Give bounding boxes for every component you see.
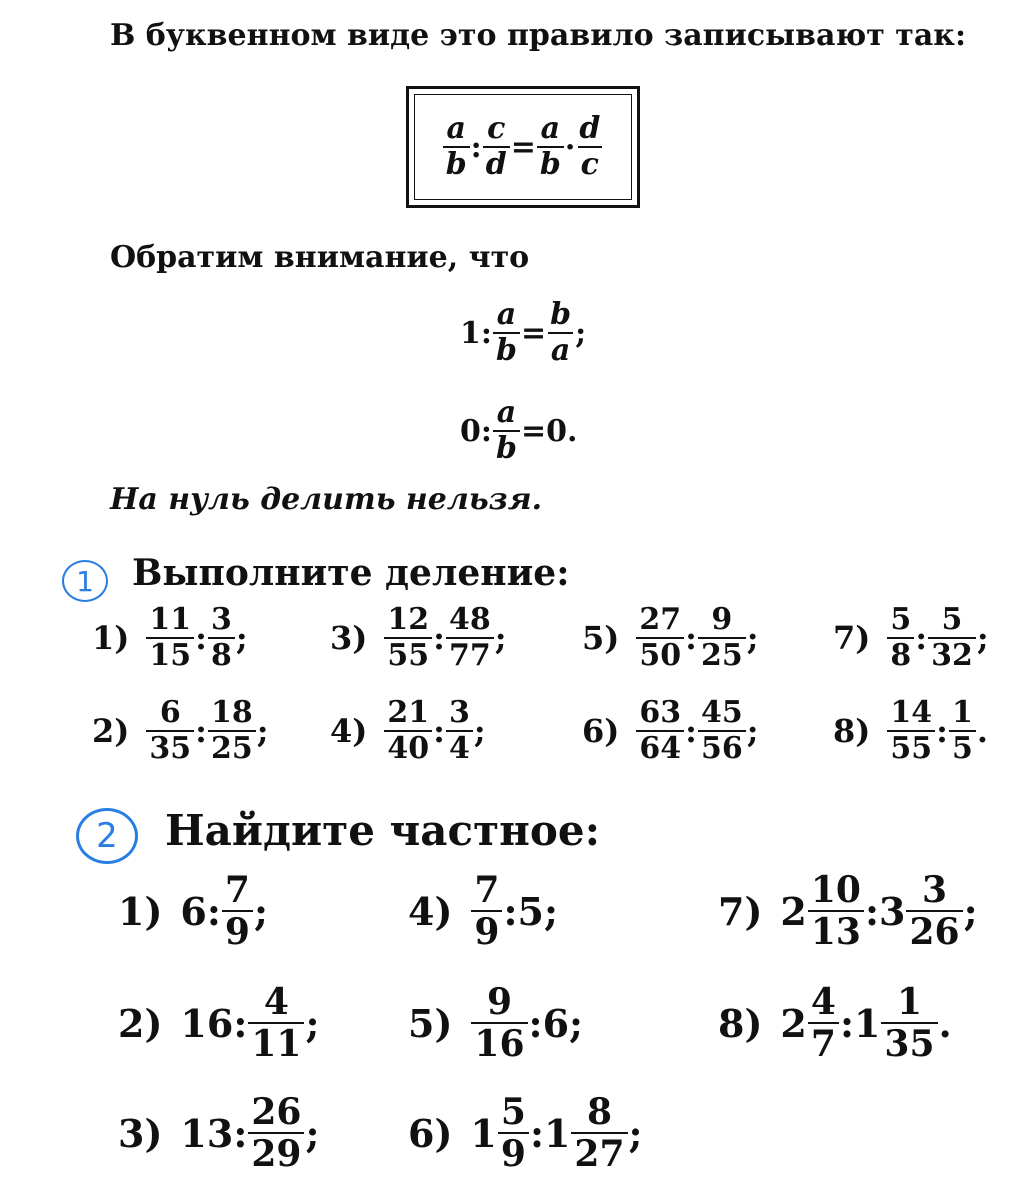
numerator: 4 [263, 981, 289, 1023]
numerator: d [579, 111, 601, 146]
numerator: 5 [500, 1091, 526, 1133]
numerator: 5 [941, 602, 963, 637]
exercise-item [408, 869, 558, 953]
numerator: 3 [921, 869, 948, 911]
exercise-item [330, 602, 507, 673]
numerator: 1 [951, 695, 973, 730]
whole-part: 1 [543, 1110, 571, 1156]
fraction [498, 1091, 529, 1175]
numerator: 63 [639, 695, 682, 730]
exercise-item [118, 1091, 320, 1175]
denominator: 7 [808, 1022, 839, 1062]
denominator: 27 [571, 1132, 627, 1172]
fraction [471, 869, 502, 953]
intro-text: В буквенном виде это правило записывают так: [110, 18, 967, 53]
denominator: 9 [498, 1132, 529, 1172]
numerator: 10 [810, 869, 861, 911]
fraction [248, 981, 304, 1065]
fraction [471, 981, 527, 1065]
denominator: 40 [384, 730, 432, 764]
exercise-label: 4) [330, 712, 368, 750]
divide-sign: : [195, 712, 207, 750]
numerator: 14 [890, 695, 933, 730]
exercise-item [92, 695, 269, 766]
divide-sign: : [233, 1000, 248, 1046]
numerator: 27 [639, 602, 682, 637]
exercise-label: 8) [718, 1000, 763, 1046]
exercise-label: 7) [833, 619, 871, 657]
exercise-label: 5) [582, 619, 620, 657]
denominator: 5 [949, 730, 976, 764]
exercise-item [718, 869, 978, 953]
task-number-badge: 2 [76, 808, 138, 864]
terminator: ; [305, 1000, 320, 1046]
divide-sign: : [839, 1000, 854, 1046]
exercise-item [118, 981, 320, 1065]
lead: 0: [460, 413, 492, 449]
exercise-label: 6) [582, 712, 620, 750]
task2-title: Найдите частное: [165, 806, 601, 855]
denominator: 29 [248, 1132, 304, 1172]
whole-part: 6 [180, 888, 207, 934]
exercise-label: 6) [408, 1110, 453, 1156]
terminator: ; [543, 888, 558, 934]
rule-formula [414, 94, 632, 200]
numerator: 3 [210, 602, 232, 637]
tail: =0. [520, 413, 578, 449]
terminator: . [938, 1000, 952, 1046]
fraction [808, 869, 864, 953]
divide-sign: : [503, 888, 518, 934]
fraction [887, 602, 914, 673]
denominator: b [493, 332, 520, 366]
denominator: 9 [222, 910, 253, 950]
fraction [636, 602, 684, 673]
fraction [493, 395, 520, 466]
denominator: c [578, 146, 602, 180]
terminator: ; [305, 1110, 320, 1156]
numerator: 18 [210, 695, 253, 730]
fraction [384, 602, 432, 673]
fraction [446, 602, 494, 673]
divide-sign: : [529, 1110, 544, 1156]
fraction [208, 695, 256, 766]
divide-sign: : [936, 712, 948, 750]
denominator: 16 [471, 1022, 527, 1062]
fraction [146, 602, 194, 673]
denominator: 64 [636, 730, 684, 764]
numerator: 45 [700, 695, 743, 730]
numerator: b [550, 297, 572, 332]
whole-part: 2 [780, 1000, 807, 1046]
numerator: a [540, 111, 561, 146]
exercise-label: 4) [408, 888, 453, 934]
terminator: ; [628, 1110, 643, 1156]
equals-sign: = [510, 129, 536, 165]
whole-part: 16 [180, 1000, 234, 1046]
exercise-item [408, 1091, 643, 1175]
numerator: 26 [251, 1091, 302, 1133]
numerator: 4 [810, 981, 836, 1023]
numerator: 11 [149, 602, 192, 637]
numerator: 8 [586, 1091, 612, 1133]
denominator: 26 [906, 910, 962, 950]
warning-text: На нуль делить нельзя. [110, 482, 543, 517]
fraction [248, 1091, 304, 1175]
denominator: 9 [471, 910, 502, 950]
exercise-item [582, 695, 759, 766]
equals-sign: = [520, 315, 547, 351]
exercise-item [92, 602, 248, 673]
identity-one-divided [460, 297, 587, 368]
divide-sign: : [528, 1000, 543, 1046]
denominator: 56 [698, 730, 746, 764]
denominator: 55 [887, 730, 935, 764]
terminator: ; [976, 619, 989, 657]
numerator: a [446, 111, 466, 146]
denominator: b [537, 146, 564, 180]
divide-sign: : [685, 712, 697, 750]
fraction [222, 869, 253, 953]
colon: : [470, 129, 482, 165]
whole-part: 3 [879, 888, 906, 934]
terminator: ; [746, 619, 759, 657]
terminator: ; [569, 1000, 584, 1046]
rule-formula-box [406, 86, 640, 208]
numerator: 48 [448, 602, 491, 637]
note-text: Обратим внимание, что [110, 240, 530, 275]
numerator: a [496, 297, 517, 332]
exercise-item [582, 602, 759, 673]
rule-fraction-a-b-right [537, 111, 564, 182]
denominator: 8 [887, 637, 914, 671]
divide-sign: : [195, 619, 207, 657]
numerator: 21 [387, 695, 430, 730]
denominator: 8 [208, 637, 235, 671]
whole-part: 1 [470, 1110, 497, 1156]
rule-fraction-c-d [483, 111, 510, 182]
exercise-label: 8) [833, 712, 871, 750]
numerator: 6 [159, 695, 181, 730]
exercise-label: 1) [118, 888, 163, 934]
multiply-dot: · [564, 129, 576, 165]
numerator: 7 [474, 869, 500, 911]
denominator: 4 [446, 730, 473, 764]
task-number-badge: 1 [62, 560, 108, 602]
fraction [146, 695, 194, 766]
numerator: 1 [896, 981, 922, 1023]
exercise-label: 1) [92, 619, 130, 657]
lead: 1: [460, 315, 492, 351]
terminator: ; [253, 888, 268, 934]
exercise-label: 2) [118, 1000, 163, 1046]
divide-sign: : [233, 1110, 248, 1156]
denominator: b [443, 146, 470, 180]
numerator: 12 [387, 602, 430, 637]
task1-title: Выполните деление: [132, 552, 570, 594]
denominator: b [493, 430, 520, 464]
denominator: 35 [146, 730, 194, 764]
fraction [698, 695, 746, 766]
rule-fraction-d-c [576, 111, 603, 182]
denominator: a [548, 332, 573, 366]
exercise-item [408, 981, 584, 1065]
denominator: d [483, 146, 510, 180]
fraction [547, 297, 574, 368]
fraction [384, 695, 432, 766]
denominator: 13 [808, 910, 864, 950]
exercise-label: 2) [92, 712, 130, 750]
numerator: c [487, 111, 506, 146]
terminator: ; [575, 315, 587, 351]
denominator: 25 [208, 730, 256, 764]
denominator: 11 [248, 1022, 304, 1062]
whole-part: 1 [853, 1000, 881, 1046]
divide-sign: : [864, 888, 880, 934]
fraction [698, 602, 746, 673]
whole-part: 13 [180, 1110, 234, 1156]
terminator: ; [963, 888, 978, 934]
divide-sign: : [685, 619, 697, 657]
terminator: ; [256, 712, 269, 750]
fraction [881, 981, 937, 1065]
exercise-label: 7) [718, 888, 763, 934]
fraction [493, 297, 520, 368]
denominator: 35 [881, 1022, 937, 1062]
fraction [949, 695, 976, 766]
denominator: 77 [446, 637, 494, 671]
whole-part: 5 [517, 888, 544, 934]
numerator: 9 [486, 981, 512, 1023]
terminator: ; [473, 712, 486, 750]
whole-part: 6 [542, 1000, 570, 1046]
divide-sign: : [433, 712, 445, 750]
denominator: 50 [636, 637, 684, 671]
numerator: 7 [224, 869, 250, 911]
numerator: 3 [448, 695, 470, 730]
terminator: ; [235, 619, 248, 657]
fraction [446, 695, 473, 766]
fraction [928, 602, 976, 673]
divide-sign: : [433, 619, 445, 657]
divide-sign: : [206, 888, 221, 934]
numerator: 5 [890, 602, 912, 637]
exercise-label: 3) [118, 1110, 163, 1156]
rule-fraction-a-b [443, 111, 470, 182]
fraction [636, 695, 684, 766]
fraction [808, 981, 839, 1065]
fraction [208, 602, 235, 673]
denominator: 15 [146, 637, 194, 671]
fraction [571, 1091, 627, 1175]
fraction [906, 869, 962, 953]
divide-sign: : [915, 619, 928, 657]
denominator: 25 [698, 637, 746, 671]
exercise-item [833, 602, 989, 673]
numerator: 9 [711, 602, 733, 637]
denominator: 32 [928, 637, 976, 671]
exercise-item [118, 869, 268, 953]
exercise-label: 5) [408, 1000, 453, 1046]
numerator: a [496, 395, 517, 430]
fraction [887, 695, 935, 766]
exercise-label: 3) [330, 619, 368, 657]
terminator: ; [494, 619, 507, 657]
exercise-item [330, 695, 486, 766]
identity-zero-divided [460, 395, 578, 466]
terminator: ; [746, 712, 759, 750]
exercise-item [833, 695, 988, 766]
denominator: 55 [384, 637, 432, 671]
whole-part: 2 [780, 888, 807, 934]
exercise-item [718, 981, 952, 1065]
terminator: . [976, 712, 988, 750]
